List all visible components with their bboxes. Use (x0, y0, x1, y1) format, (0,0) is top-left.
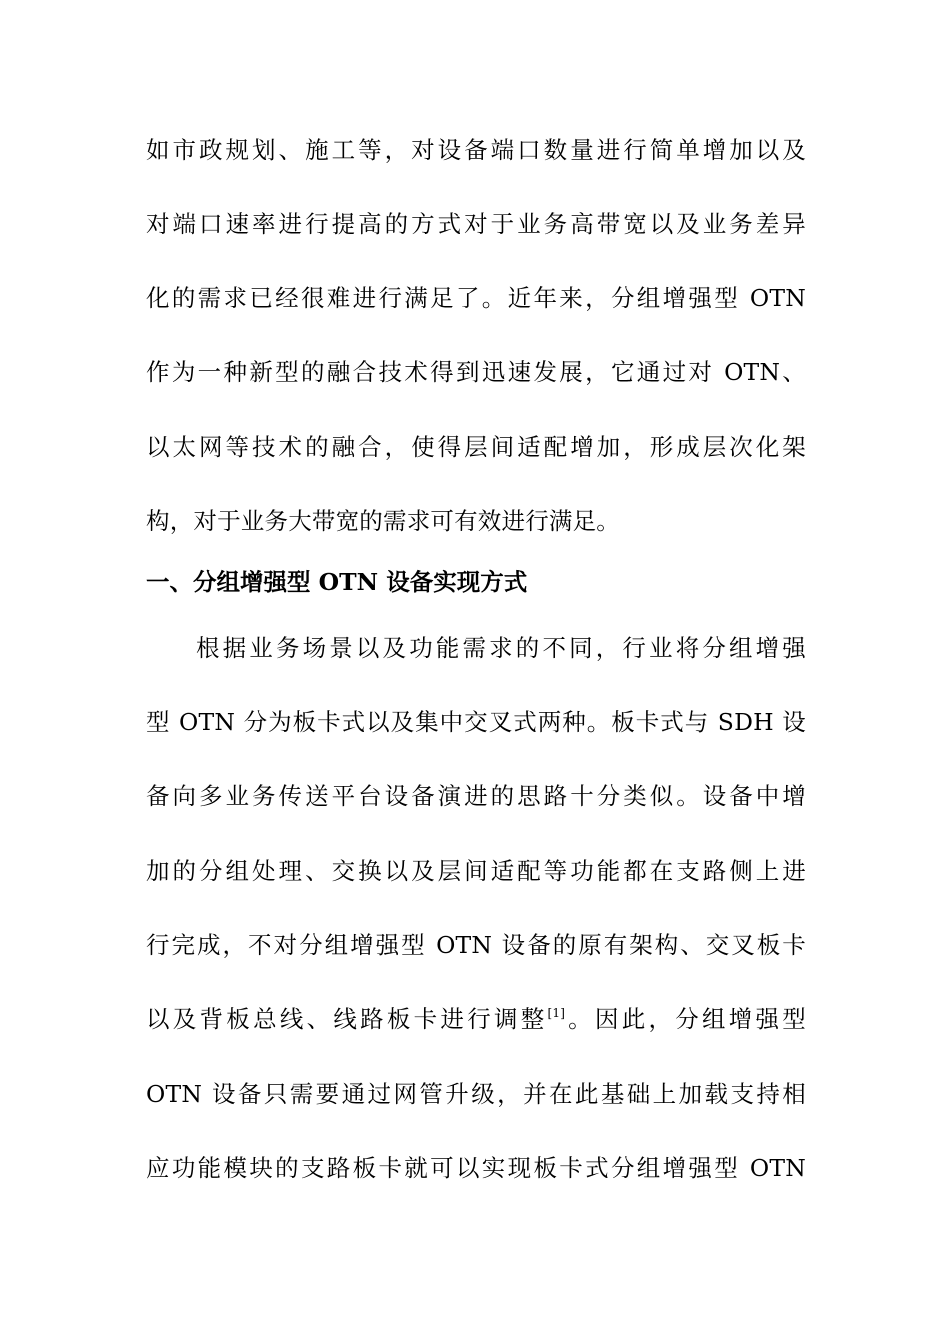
paragraph2-line-8: 应功能模块的支路板卡就可以实现板卡式分组增强型 OTN (146, 1154, 806, 1182)
paragraph1-line-2: 对端口速率进行提高的方式对于业务高带宽以及业务差异 (146, 210, 806, 238)
paragraph1-line-3: 化的需求已经很难进行满足了。近年来，分组增强型 OTN (146, 284, 806, 312)
section-heading: 一、分组增强型 OTN 设备实现方式 (146, 568, 528, 596)
paragraph2-line-1: 根据业务场景以及功能需求的不同，行业将分组增强 (196, 634, 806, 662)
paragraph2-line-4: 加的分组处理、交换以及层间适配等功能都在支路侧上进 (146, 857, 806, 885)
paragraph1-line-1: 如市政规划、施工等，对设备端口数量进行简单增加以及 (146, 136, 806, 164)
paragraph2-line-5: 行完成，不对分组增强型 OTN 设备的原有架构、交叉板卡 (146, 931, 806, 959)
paragraph2-line-7: OTN 设备只需要通过网管升级，并在此基础上加载支持相 (146, 1080, 806, 1108)
paragraph1-line-6: 构，对于业务大带宽的需求可有效进行满足。 (146, 507, 620, 535)
paragraph2-line-2: 型 OTN 分为板卡式以及集中交叉式两种。板卡式与 SDH 设 (146, 708, 806, 736)
paragraph2-line-3: 备向多业务传送平台设备演进的思路十分类似。设备中增 (146, 782, 806, 810)
paragraph2-line-6-before: 以及背板总线、线路板卡进行调整 (146, 1005, 548, 1033)
paragraph2-line-6-after: 。因此，分组增强型 (565, 1005, 807, 1033)
citation-ref: [1] (547, 1006, 566, 1020)
paragraph1-line-4: 作为一种新型的融合技术得到迅速发展，它通过对 OTN、 (146, 358, 806, 386)
paragraph1-line-5: 以太网等技术的融合，使得层间适配增加，形成层次化架 (146, 433, 806, 461)
paragraph2-line-6 (146, 1004, 806, 1034)
